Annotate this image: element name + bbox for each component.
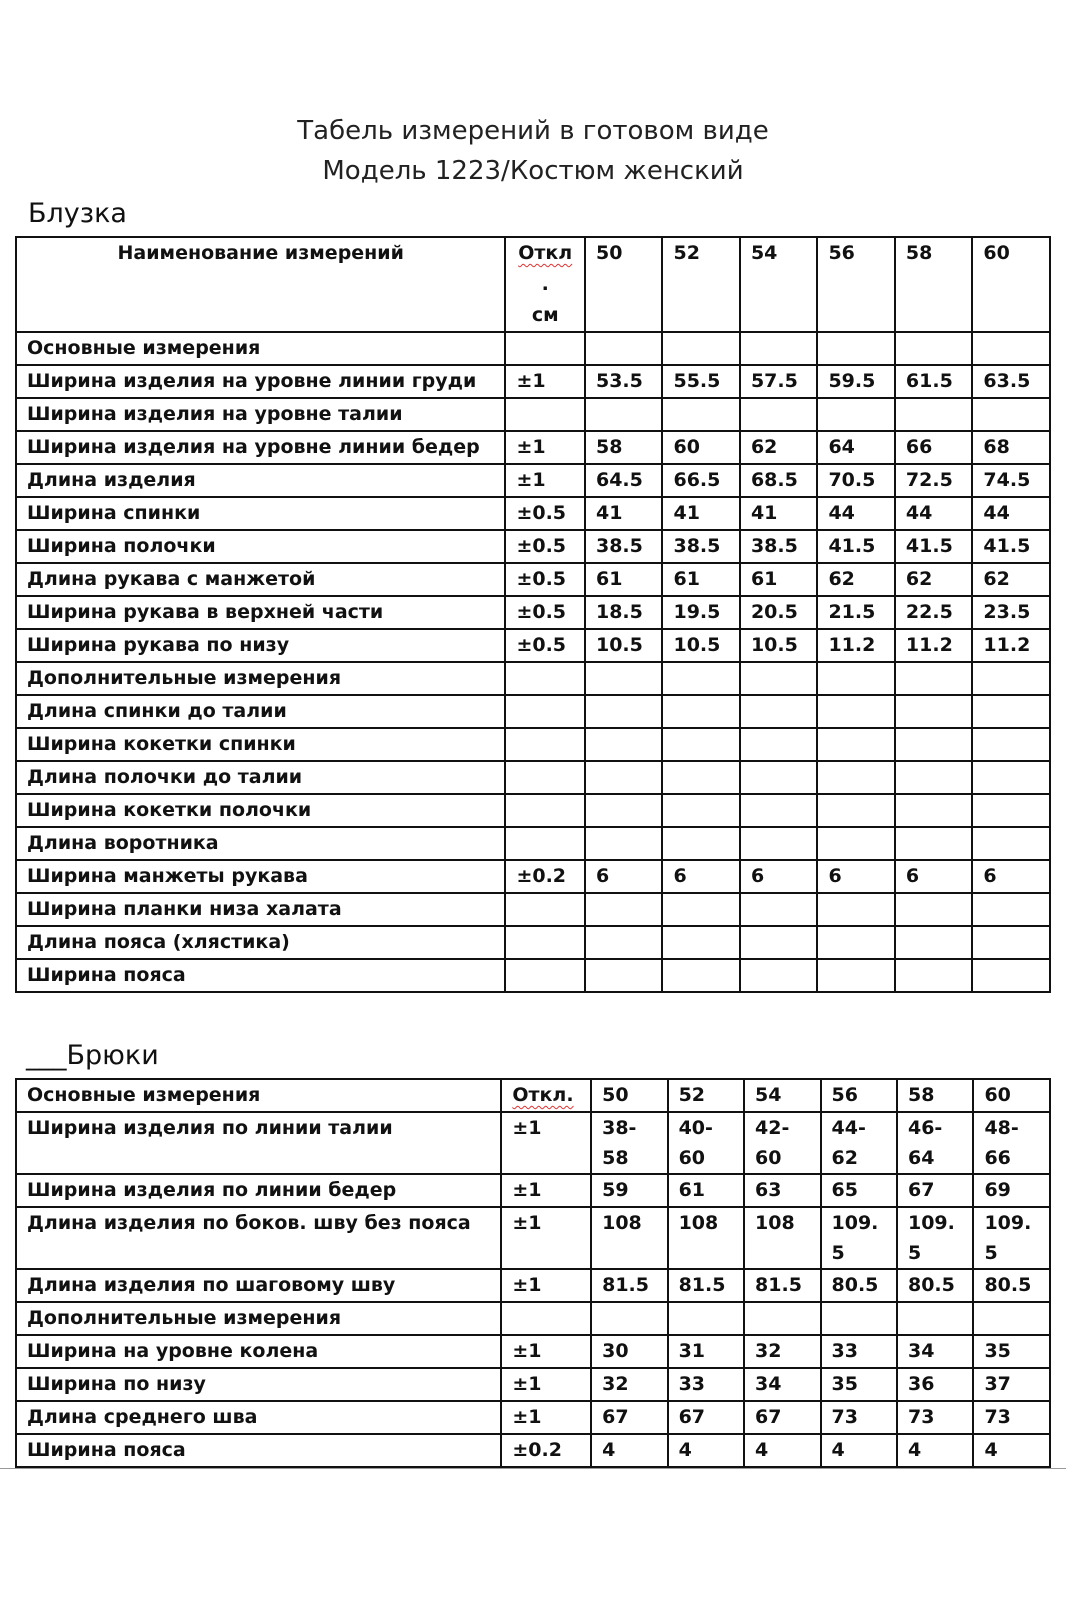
size-value: 67: [744, 1401, 820, 1434]
size-value: 34: [744, 1368, 820, 1401]
measurement-name: Длина рукава с манжетой: [16, 563, 505, 596]
table-row: [16, 662, 1050, 695]
size-value: [585, 959, 662, 992]
size-value: [668, 1302, 744, 1335]
size-value: 33: [821, 1335, 897, 1368]
size-value: 80.5: [897, 1269, 973, 1302]
size-header: 52: [662, 237, 739, 332]
tolerance-value: ±0.5: [505, 629, 585, 662]
size-value: [817, 959, 894, 992]
measurement-name: Длина изделия: [16, 464, 505, 497]
trousers-header-row: [16, 1079, 1050, 1112]
size-value: 69: [973, 1174, 1050, 1207]
size-value: [821, 1302, 897, 1335]
tolerance-value: ±0.2: [501, 1434, 591, 1467]
size-header: 58: [897, 1079, 973, 1112]
size-value: 61.5: [895, 365, 972, 398]
measurement-name: Длина среднего шва: [16, 1401, 501, 1434]
tolerance-value: [505, 926, 585, 959]
table-row: [16, 1401, 1050, 1434]
size-value: 22.5: [895, 596, 972, 629]
size-value: [662, 662, 739, 695]
size-header: 58: [895, 237, 972, 332]
size-value: 67: [897, 1174, 973, 1207]
size-value: [740, 794, 817, 827]
size-value: 32: [744, 1335, 820, 1368]
size-value: [895, 662, 972, 695]
size-value: [817, 827, 894, 860]
trousers-section-title: ___Брюки: [26, 1040, 159, 1071]
size-value: 81.5: [744, 1269, 820, 1302]
size-header: 54: [740, 237, 817, 332]
size-value: 4: [821, 1434, 897, 1467]
measurement-name: Дополнительные измерения: [16, 662, 505, 695]
measurement-name: Дополнительные измерения: [16, 1302, 501, 1335]
size-value: 66: [895, 431, 972, 464]
tolerance-value: ±1: [501, 1174, 591, 1207]
measurement-name-header: Наименование измерений: [16, 237, 505, 332]
size-value: [740, 893, 817, 926]
table-row: [16, 893, 1050, 926]
size-value: [585, 827, 662, 860]
size-value: [817, 926, 894, 959]
size-value: [740, 398, 817, 431]
size-value: [585, 662, 662, 695]
size-value: 60: [662, 431, 739, 464]
size-value: 40- 60: [668, 1112, 744, 1174]
size-value: [817, 695, 894, 728]
size-value: 41: [662, 497, 739, 530]
size-value: [895, 728, 972, 761]
size-value: [585, 398, 662, 431]
size-value: 68.5: [740, 464, 817, 497]
size-value: [897, 1302, 973, 1335]
tolerance-value: [505, 761, 585, 794]
size-value: 73: [897, 1401, 973, 1434]
size-value: 67: [591, 1401, 667, 1434]
size-value: 64: [817, 431, 894, 464]
size-value: 6: [972, 860, 1050, 893]
size-value: 62: [740, 431, 817, 464]
size-value: 61: [740, 563, 817, 596]
size-value: 41.5: [817, 530, 894, 563]
size-value: 108: [668, 1207, 744, 1269]
size-value: 4: [744, 1434, 820, 1467]
size-value: [585, 794, 662, 827]
tolerance-value: ±1: [505, 365, 585, 398]
size-value: 6: [740, 860, 817, 893]
size-value: 30: [591, 1335, 667, 1368]
size-value: 10.5: [662, 629, 739, 662]
table-row: [16, 1174, 1050, 1207]
measurement-name-header: Основные измерения: [16, 1079, 501, 1112]
size-value: [817, 893, 894, 926]
measurement-name: Ширина полочки: [16, 530, 505, 563]
size-value: 23.5: [972, 596, 1050, 629]
size-header: 54: [744, 1079, 820, 1112]
size-value: 64.5: [585, 464, 662, 497]
size-value: 41: [740, 497, 817, 530]
measurement-name: Ширина изделия на уровне линии бедер: [16, 431, 505, 464]
measurement-name: Ширина изделия по линии талии: [16, 1112, 501, 1174]
size-value: [662, 827, 739, 860]
tolerance-value: ±0.5: [505, 530, 585, 563]
measurement-name: Основные измерения: [16, 332, 505, 365]
size-header: 52: [668, 1079, 744, 1112]
size-value: 55.5: [662, 365, 739, 398]
size-value: 68: [972, 431, 1050, 464]
measurement-name: Длина изделия по боков. шву без пояса: [16, 1207, 501, 1269]
size-value: [740, 827, 817, 860]
size-value: [972, 332, 1050, 365]
size-value: 61: [585, 563, 662, 596]
size-value: [662, 695, 739, 728]
tolerance-value: [505, 332, 585, 365]
size-value: [972, 662, 1050, 695]
tolerance-value: ±1: [505, 464, 585, 497]
table-row: [16, 959, 1050, 992]
size-value: 11.2: [817, 629, 894, 662]
size-value: 11.2: [972, 629, 1050, 662]
page-divider: [0, 1468, 1066, 1469]
table-row: [16, 332, 1050, 365]
size-value: [585, 893, 662, 926]
size-value: 109. 5: [821, 1207, 897, 1269]
size-value: 6: [895, 860, 972, 893]
table-row: [16, 926, 1050, 959]
size-value: [973, 1302, 1050, 1335]
size-value: 63.5: [972, 365, 1050, 398]
table-row: [16, 1112, 1050, 1174]
table-row: [16, 794, 1050, 827]
measurement-name: Ширина изделия на уровне талии: [16, 398, 505, 431]
size-value: 61: [668, 1174, 744, 1207]
tolerance-value: ±1: [501, 1207, 591, 1269]
size-value: 62: [895, 563, 972, 596]
size-value: [895, 926, 972, 959]
size-value: 72.5: [895, 464, 972, 497]
size-value: 20.5: [740, 596, 817, 629]
size-value: [740, 662, 817, 695]
size-value: 21.5: [817, 596, 894, 629]
size-value: 38.5: [662, 530, 739, 563]
size-value: 6: [585, 860, 662, 893]
tolerance-header-dot: .: [541, 273, 549, 295]
measurement-name: Ширина на уровне колена: [16, 1335, 501, 1368]
size-value: [662, 926, 739, 959]
blouse-section-title: Блузка: [28, 198, 127, 229]
measurement-name: Ширина рукава в верхней части: [16, 596, 505, 629]
size-header: 60: [973, 1079, 1050, 1112]
tolerance-header-text: Откл.: [512, 1084, 574, 1106]
size-value: 59.5: [817, 365, 894, 398]
size-value: 4: [591, 1434, 667, 1467]
size-value: [585, 761, 662, 794]
size-value: 41: [585, 497, 662, 530]
tolerance-header-unit: см: [531, 304, 559, 326]
size-value: 19.5: [662, 596, 739, 629]
size-value: [972, 959, 1050, 992]
size-value: 109. 5: [897, 1207, 973, 1269]
size-value: 58: [585, 431, 662, 464]
measurement-name: Длина воротника: [16, 827, 505, 860]
size-value: [662, 398, 739, 431]
size-value: [740, 926, 817, 959]
size-header: 50: [585, 237, 662, 332]
table-row: [16, 563, 1050, 596]
size-value: 33: [668, 1368, 744, 1401]
size-value: 31: [668, 1335, 744, 1368]
size-header: 60: [972, 237, 1050, 332]
size-value: [895, 695, 972, 728]
size-value: 37: [973, 1368, 1050, 1401]
size-value: 59: [591, 1174, 667, 1207]
size-value: 57.5: [740, 365, 817, 398]
table-row: [16, 365, 1050, 398]
size-value: [817, 398, 894, 431]
table-row: [16, 464, 1050, 497]
size-value: 42- 60: [744, 1112, 820, 1174]
table-row: [16, 860, 1050, 893]
table-row: [16, 1335, 1050, 1368]
size-value: 74.5: [972, 464, 1050, 497]
size-value: [585, 695, 662, 728]
measurement-name: Длина пояса (хлястика): [16, 926, 505, 959]
size-value: 6: [662, 860, 739, 893]
tolerance-value: ±1: [501, 1335, 591, 1368]
size-value: 80.5: [973, 1269, 1050, 1302]
size-value: [740, 695, 817, 728]
tolerance-value: ±0.2: [505, 860, 585, 893]
size-value: [972, 827, 1050, 860]
size-value: 4: [897, 1434, 973, 1467]
measurement-name: Длина спинки до талии: [16, 695, 505, 728]
size-value: [817, 761, 894, 794]
measurement-name: Ширина изделия на уровне линии груди: [16, 365, 505, 398]
size-value: [972, 695, 1050, 728]
tolerance-value: ±1: [501, 1269, 591, 1302]
tolerance-header: [505, 237, 585, 332]
table-row: [16, 1368, 1050, 1401]
tolerance-value: [505, 794, 585, 827]
size-value: 10.5: [585, 629, 662, 662]
size-header: 50: [591, 1079, 667, 1112]
size-value: [972, 794, 1050, 827]
size-value: 41.5: [972, 530, 1050, 563]
size-value: [972, 728, 1050, 761]
size-header: 56: [821, 1079, 897, 1112]
size-value: 73: [821, 1401, 897, 1434]
table-row: [16, 629, 1050, 662]
size-value: [662, 728, 739, 761]
size-value: [895, 794, 972, 827]
size-header: 56: [817, 237, 894, 332]
size-value: [817, 332, 894, 365]
size-value: 65: [821, 1174, 897, 1207]
table-row: [16, 431, 1050, 464]
size-value: 11.2: [895, 629, 972, 662]
tolerance-value: [505, 662, 585, 695]
measurement-name: Ширина кокетки спинки: [16, 728, 505, 761]
size-value: 67: [668, 1401, 744, 1434]
tolerance-value: [505, 728, 585, 761]
measurement-name: Ширина кокетки полочки: [16, 794, 505, 827]
size-value: 36: [897, 1368, 973, 1401]
tolerance-header: [501, 1079, 591, 1112]
tolerance-value: [505, 893, 585, 926]
tolerance-value: [505, 827, 585, 860]
table-row: [16, 596, 1050, 629]
size-value: [817, 662, 894, 695]
measurement-name: Ширина пояса: [16, 1434, 501, 1467]
tolerance-value: ±0.5: [505, 596, 585, 629]
blouse-header-row: [16, 237, 1050, 332]
tolerance-value: [505, 398, 585, 431]
table-row: [16, 761, 1050, 794]
tolerance-value: ±0.5: [505, 497, 585, 530]
size-value: 46- 64: [897, 1112, 973, 1174]
size-value: 6: [817, 860, 894, 893]
size-value: [740, 959, 817, 992]
size-value: [740, 332, 817, 365]
size-value: [895, 761, 972, 794]
measurement-name: Ширина пояса: [16, 959, 505, 992]
measurement-name: Ширина рукава по низу: [16, 629, 505, 662]
trousers-measurements-table: [15, 1078, 1051, 1468]
table-row: [16, 827, 1050, 860]
size-value: 44: [895, 497, 972, 530]
size-value: [972, 398, 1050, 431]
blouse-measurements-table: [15, 236, 1051, 993]
measurement-name: Ширина манжеты рукава: [16, 860, 505, 893]
size-value: [662, 794, 739, 827]
document-subtitle: Модель 1223/Костюм женский: [322, 156, 744, 186]
tolerance-value: ±0.5: [505, 563, 585, 596]
size-value: 44- 62: [821, 1112, 897, 1174]
size-value: [972, 761, 1050, 794]
table-row: [16, 530, 1050, 563]
size-value: 81.5: [591, 1269, 667, 1302]
measurement-name: Ширина спинки: [16, 497, 505, 530]
size-value: 62: [972, 563, 1050, 596]
size-value: [895, 332, 972, 365]
size-value: 34: [897, 1335, 973, 1368]
size-value: 63: [744, 1174, 820, 1207]
table-row: [16, 1269, 1050, 1302]
size-value: 32: [591, 1368, 667, 1401]
size-value: 35: [821, 1368, 897, 1401]
size-value: 35: [973, 1335, 1050, 1368]
size-value: 38.5: [740, 530, 817, 563]
size-value: [740, 728, 817, 761]
size-value: 4: [668, 1434, 744, 1467]
size-value: [895, 398, 972, 431]
tolerance-value: [505, 695, 585, 728]
size-value: [662, 959, 739, 992]
size-value: 38- 58: [591, 1112, 667, 1174]
table-row: [16, 398, 1050, 431]
size-value: [817, 728, 894, 761]
measurement-name: Длина изделия по шаговому шву: [16, 1269, 501, 1302]
size-value: [662, 332, 739, 365]
table-row: [16, 728, 1050, 761]
size-value: 44: [972, 497, 1050, 530]
size-value: [591, 1302, 667, 1335]
tolerance-value: ±1: [505, 431, 585, 464]
measurement-name: Ширина по низу: [16, 1368, 501, 1401]
size-value: [585, 926, 662, 959]
tolerance-value: ±1: [501, 1368, 591, 1401]
size-value: 108: [744, 1207, 820, 1269]
size-value: 80.5: [821, 1269, 897, 1302]
tolerance-value: [501, 1302, 591, 1335]
table-row: [16, 695, 1050, 728]
size-value: 108: [591, 1207, 667, 1269]
measurement-name: Ширина планки низа халата: [16, 893, 505, 926]
size-value: 41.5: [895, 530, 972, 563]
tolerance-value: ±1: [501, 1401, 591, 1434]
size-value: 18.5: [585, 596, 662, 629]
table-row: [16, 1302, 1050, 1335]
size-value: 53.5: [585, 365, 662, 398]
size-value: 73: [973, 1401, 1050, 1434]
size-value: 62: [817, 563, 894, 596]
table-row: [16, 1207, 1050, 1269]
size-value: 109. 5: [973, 1207, 1050, 1269]
size-value: [972, 926, 1050, 959]
tolerance-value: [505, 959, 585, 992]
size-value: 38.5: [585, 530, 662, 563]
table-row: [16, 1434, 1050, 1467]
size-value: 81.5: [668, 1269, 744, 1302]
size-value: 70.5: [817, 464, 894, 497]
tolerance-header-top: Откл: [518, 242, 573, 264]
size-value: [585, 332, 662, 365]
size-value: [895, 959, 972, 992]
size-value: [972, 893, 1050, 926]
size-value: 61: [662, 563, 739, 596]
size-value: [895, 893, 972, 926]
measurement-name: Ширина изделия по линии бедер: [16, 1174, 501, 1207]
size-value: [895, 827, 972, 860]
document-title: Табель измерений в готовом виде: [297, 116, 769, 146]
tolerance-value: ±1: [501, 1112, 591, 1174]
size-value: 44: [817, 497, 894, 530]
measurement-name: Длина полочки до талии: [16, 761, 505, 794]
size-value: [662, 761, 739, 794]
size-value: [585, 728, 662, 761]
size-value: [817, 794, 894, 827]
size-value: [744, 1302, 820, 1335]
size-value: 66.5: [662, 464, 739, 497]
size-value: [740, 761, 817, 794]
size-value: 4: [973, 1434, 1050, 1467]
size-value: 10.5: [740, 629, 817, 662]
size-value: 48- 66: [973, 1112, 1050, 1174]
table-row: [16, 497, 1050, 530]
size-value: [662, 893, 739, 926]
